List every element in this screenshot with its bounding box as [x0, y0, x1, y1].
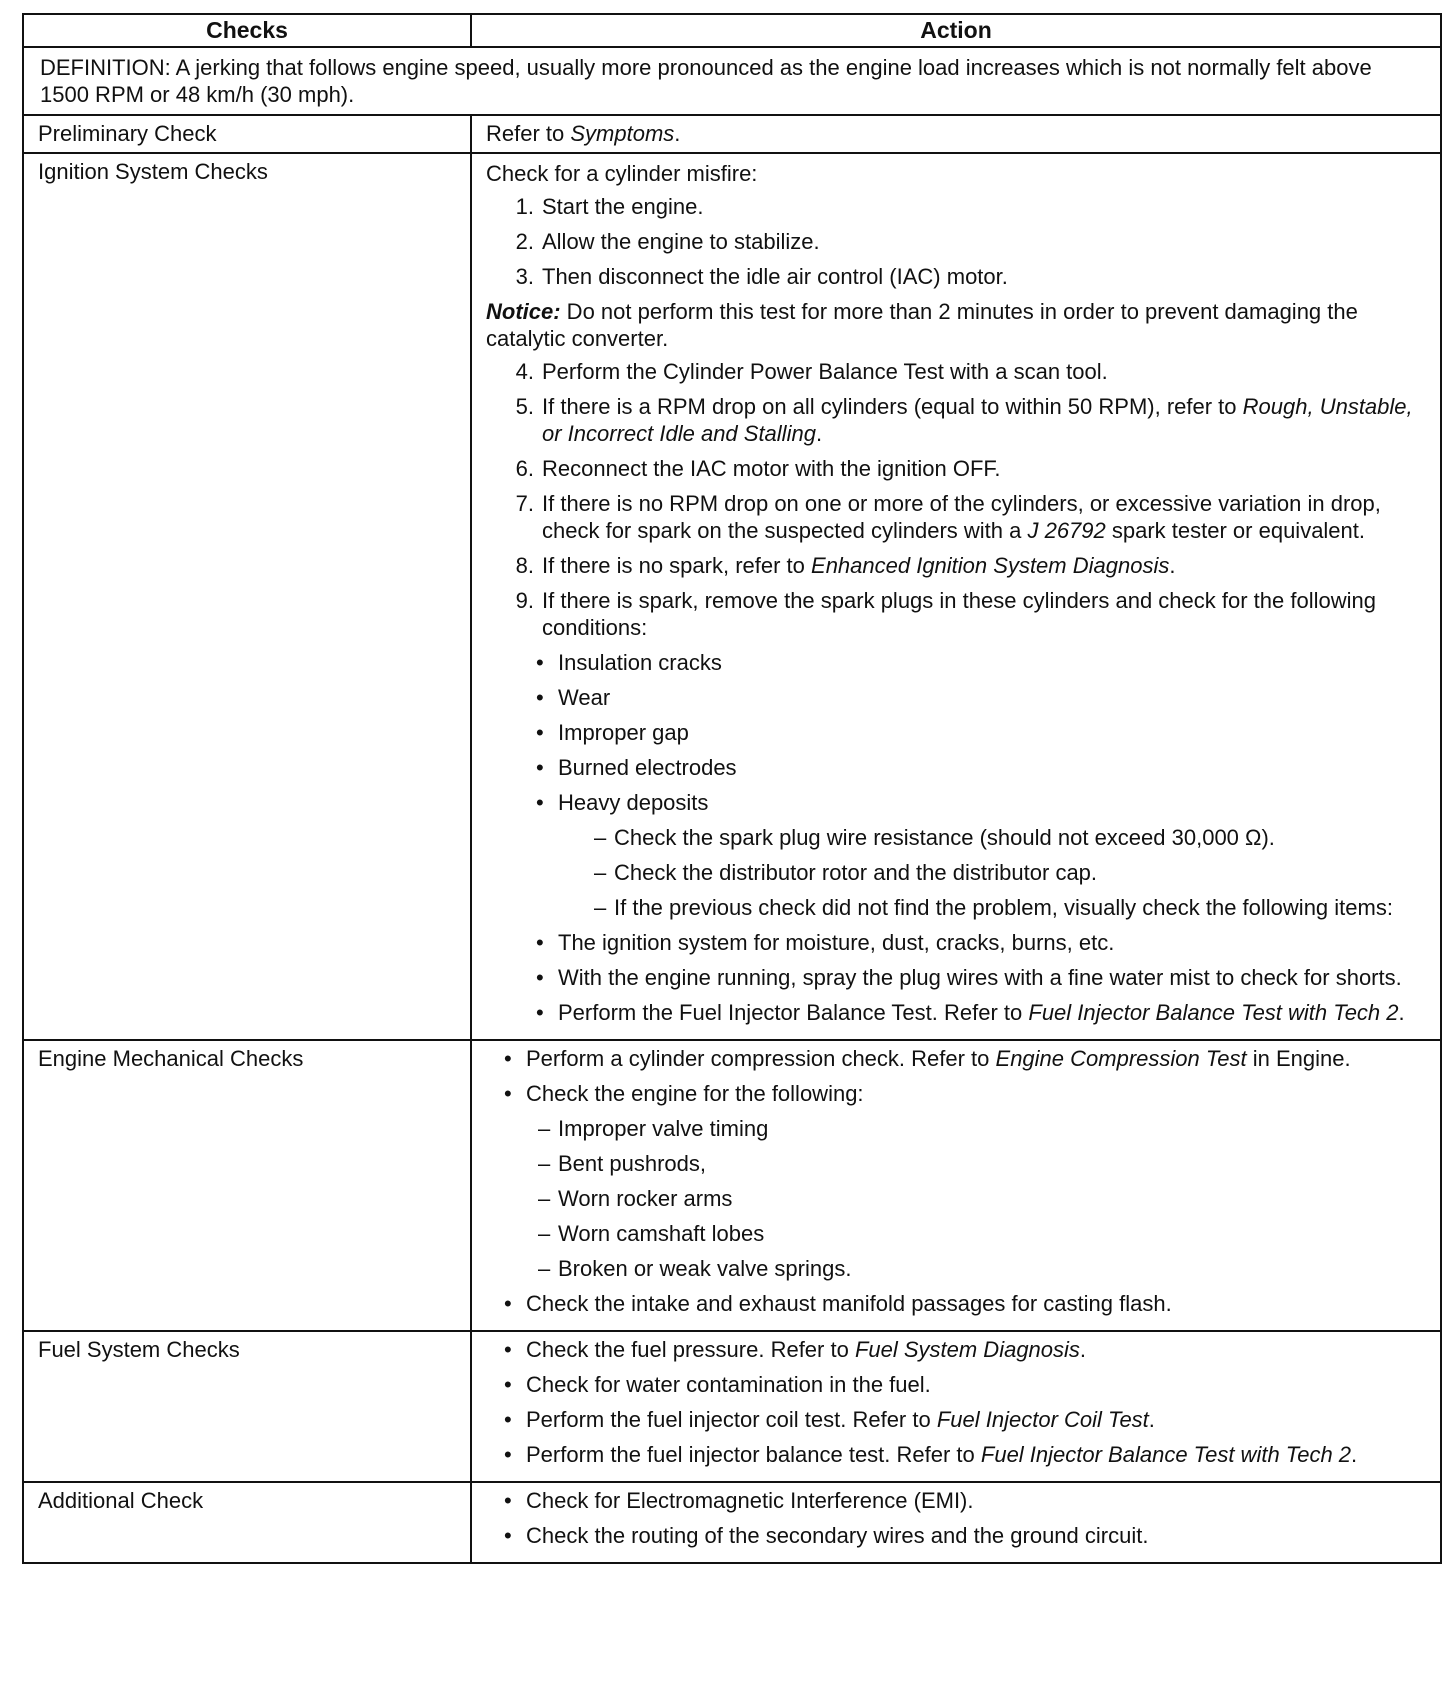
bullet-icon: •: [504, 1488, 512, 1513]
reference-link: Rough, Unstable, or Incorrect Idle and Stalling: [542, 394, 1413, 446]
inspection-text: The ignition system for moisture, dust, cracks, burns, etc.: [558, 930, 1115, 955]
step-text: If there is spark, remove the spark plugs in these cylinders and check for the following conditions:: [542, 588, 1376, 640]
subcheck-text: Check the distributor rotor and the distributor cap.: [614, 860, 1098, 885]
action-cell: [471, 1040, 1441, 1331]
action-text: .: [674, 121, 681, 146]
fuel-row: [23, 1331, 1441, 1482]
notice: [486, 298, 1428, 352]
step-text: Perform the Cylinder Power Balance Test with a scan tool.: [542, 359, 1108, 384]
bullet-icon: •: [504, 1046, 512, 1071]
step-item: [486, 552, 1428, 579]
action-item: [486, 1371, 1428, 1398]
engine-condition-item: [486, 1185, 1428, 1212]
step-text-part: .: [815, 421, 823, 446]
subcheck-item: [486, 894, 1428, 921]
step-text: Then disconnect the idle air control (IAC) motor.: [542, 264, 1008, 289]
action-item: [486, 1522, 1428, 1549]
step-number: 8.: [515, 553, 534, 578]
engine-condition-item: [486, 1255, 1428, 1282]
action-text: Check for Electromagnetic Interference (EMI).: [526, 1488, 974, 1513]
inspection-item: [486, 999, 1428, 1026]
step-number: 1.: [515, 194, 534, 219]
step-number: 6.: [515, 456, 534, 481]
action-text: [526, 1406, 1155, 1433]
dash-icon: –: [538, 1256, 551, 1281]
reference-link: Fuel System Diagnosis: [854, 1337, 1080, 1362]
action-text-part: Perform the fuel injector coil test. Refer to: [526, 1407, 937, 1432]
engine-condition-text: Broken or weak valve springs.: [558, 1256, 852, 1281]
reference-link: Engine Compression Test: [995, 1046, 1247, 1071]
action-cell: [471, 1482, 1441, 1563]
step-number: 7.: [515, 491, 534, 516]
bullet-icon: •: [504, 1372, 512, 1397]
inspection-text: With the engine running, spray the plug wires with a fine water mist to check for shorts.: [558, 965, 1402, 990]
inspection-item: [486, 964, 1428, 991]
action-item: [486, 1441, 1428, 1468]
action-cell: [471, 1331, 1441, 1482]
step-text: Reconnect the IAC motor with the ignition OFF.: [542, 456, 1001, 481]
action-item: [486, 1406, 1428, 1433]
action-text-part: Perform a cylinder compression check. Refer to: [526, 1046, 996, 1071]
engine-condition-text: Bent pushrods,: [558, 1151, 706, 1176]
engine-condition-item: [486, 1115, 1428, 1142]
bullet-icon: •: [504, 1337, 512, 1362]
condition-item: [486, 719, 1428, 746]
step-number: 3.: [515, 264, 534, 289]
step-text: [542, 393, 1428, 447]
condition-item: [486, 684, 1428, 711]
definition-text: DEFINITION: A jerking that follows engine speed, usually more pronounced as the engine load increases which is not normally felt above 1500 RPM or 48 km/h (30 mph).: [23, 47, 1441, 115]
action-item: [486, 1045, 1428, 1072]
action-text: Refer to: [486, 121, 571, 146]
condition-text: Wear: [558, 685, 611, 710]
condition-text: Heavy deposits: [558, 790, 709, 815]
check-label: Preliminary Check: [23, 115, 471, 153]
header-checks: Checks: [23, 14, 471, 47]
condition-text: Insulation cracks: [558, 650, 722, 675]
engine-condition-text: Improper valve timing: [558, 1116, 769, 1141]
action-text-part: Check the fuel pressure. Refer to: [526, 1337, 855, 1362]
header-action: Action: [471, 14, 1441, 47]
step-item: [486, 393, 1428, 447]
reference-link: Fuel Injector Balance Test with Tech 2: [1028, 1000, 1399, 1025]
step-number: 4.: [515, 359, 534, 384]
additional-row: [23, 1482, 1441, 1563]
step-text-part: If there is no spark, refer to: [542, 553, 812, 578]
bullet-icon: •: [504, 1523, 512, 1548]
step-item: [486, 587, 1428, 641]
diagnostic-table: [22, 13, 1442, 1564]
dash-icon: –: [594, 860, 607, 885]
dash-icon: –: [538, 1116, 551, 1141]
preliminary-row: [23, 115, 1441, 153]
action-text: [526, 1045, 1351, 1072]
action-text: Check the intake and exhaust manifold passages for casting flash.: [526, 1291, 1172, 1316]
dash-icon: –: [538, 1221, 551, 1246]
action-item: [486, 1290, 1428, 1317]
step-item: [486, 455, 1428, 482]
ignition-row: [23, 153, 1441, 1040]
notice-text: Do not perform this test for more than 2 minutes in order to prevent damaging the catalytic converter.: [486, 299, 1358, 351]
dash-icon: –: [594, 895, 607, 920]
bullet-icon: •: [536, 685, 544, 710]
reference-link: Symptoms: [570, 121, 675, 146]
step-text-part: If there is no RPM drop on one or more of the cylinders, or excessive variation in drop, check for spark on the suspected cylinders with a: [542, 491, 1381, 543]
step-number: 2.: [515, 229, 534, 254]
step-text: [542, 552, 1175, 579]
bullet-icon: •: [504, 1081, 512, 1106]
condition-item: [486, 754, 1428, 781]
notice-label: Notice:: [486, 299, 561, 324]
inspection-text: [558, 999, 1405, 1026]
check-label: Engine Mechanical Checks: [23, 1040, 471, 1331]
action-text-part: Perform the fuel injector balance test. Refer to: [526, 1442, 981, 1467]
condition-item: [486, 649, 1428, 676]
bullet-icon: •: [536, 720, 544, 745]
step-number: 5.: [515, 394, 534, 419]
engine-condition-item: [486, 1150, 1428, 1177]
dash-icon: –: [538, 1186, 551, 1211]
action-cell: [471, 153, 1441, 1040]
bullet-icon: •: [504, 1407, 512, 1432]
step-item: [486, 263, 1428, 290]
inspection-text-part: .: [1398, 1000, 1405, 1025]
condition-text: Burned electrodes: [558, 755, 737, 780]
condition-text: Improper gap: [558, 720, 689, 745]
action-item: [486, 1336, 1428, 1363]
action-text-part: .: [1148, 1407, 1155, 1432]
bullet-icon: •: [536, 965, 544, 990]
subcheck-item: [486, 859, 1428, 886]
check-label: Ignition System Checks: [23, 153, 471, 1040]
step-item: [486, 193, 1428, 220]
dash-icon: –: [538, 1151, 551, 1176]
action-text: [526, 1336, 1086, 1363]
step-text-part: If there is a RPM drop on all cylinders (equal to within 50 RPM), refer to: [542, 394, 1243, 419]
action-text-part: .: [1079, 1337, 1087, 1362]
bullet-icon: •: [536, 650, 544, 675]
action-text-part: in Engine.: [1246, 1046, 1351, 1071]
step-text-part: spark tester or equivalent.: [1105, 518, 1366, 543]
tool-reference: J 26792: [1027, 518, 1106, 543]
action-text-part: .: [1351, 1442, 1358, 1467]
ignition-intro: Check for a cylinder misfire:: [486, 161, 758, 186]
bullet-icon: •: [536, 930, 544, 955]
bullet-icon: •: [504, 1291, 512, 1316]
reference-link: Fuel Injector Coil Test: [936, 1407, 1149, 1432]
step-item: [486, 490, 1428, 544]
action-text: Check for water contamination in the fuel.: [526, 1372, 931, 1397]
check-label: Fuel System Checks: [23, 1331, 471, 1482]
step-item: [486, 228, 1428, 255]
action-text: Check the engine for the following:: [526, 1081, 864, 1106]
step-text: Start the engine.: [542, 194, 704, 219]
engine-condition-text: Worn rocker arms: [558, 1186, 733, 1211]
engine-condition-item: [486, 1220, 1428, 1247]
engine-condition-text: Worn camshaft lobes: [558, 1221, 765, 1246]
action-item: [486, 1487, 1428, 1514]
inspection-item: [486, 929, 1428, 956]
step-text: Allow the engine to stabilize.: [542, 229, 820, 254]
bullet-icon: •: [536, 755, 544, 780]
action-cell: [471, 115, 1441, 153]
step-number: 9.: [515, 588, 534, 613]
action-text: Check the routing of the secondary wires and the ground circuit.: [526, 1523, 1149, 1548]
step-item: [486, 358, 1428, 385]
check-label: Additional Check: [23, 1482, 471, 1563]
mechanical-row: [23, 1040, 1441, 1331]
action-item: [486, 1080, 1428, 1107]
bullet-icon: •: [536, 790, 544, 815]
reference-link: Fuel Injector Balance Test with Tech 2: [980, 1442, 1352, 1467]
inspection-text-part: Perform the Fuel Injector Balance Test. Refer to: [558, 1000, 1029, 1025]
reference-link: Enhanced Ignition System Diagnosis: [811, 553, 1170, 578]
bullet-icon: •: [536, 1000, 544, 1025]
condition-item: [486, 789, 1428, 816]
definition-row: [23, 47, 1441, 115]
bullet-icon: •: [504, 1442, 512, 1467]
header-row: [23, 14, 1441, 47]
dash-icon: –: [594, 825, 607, 850]
step-text-part: .: [1169, 553, 1176, 578]
subcheck-text: If the previous check did not find the problem, visually check the following items:: [614, 895, 1393, 920]
action-text: [526, 1441, 1357, 1468]
step-text: [542, 490, 1428, 544]
subcheck-item: [486, 824, 1428, 851]
subcheck-text: Check the spark plug wire resistance (should not exceed 30,000 Ω).: [614, 825, 1275, 850]
